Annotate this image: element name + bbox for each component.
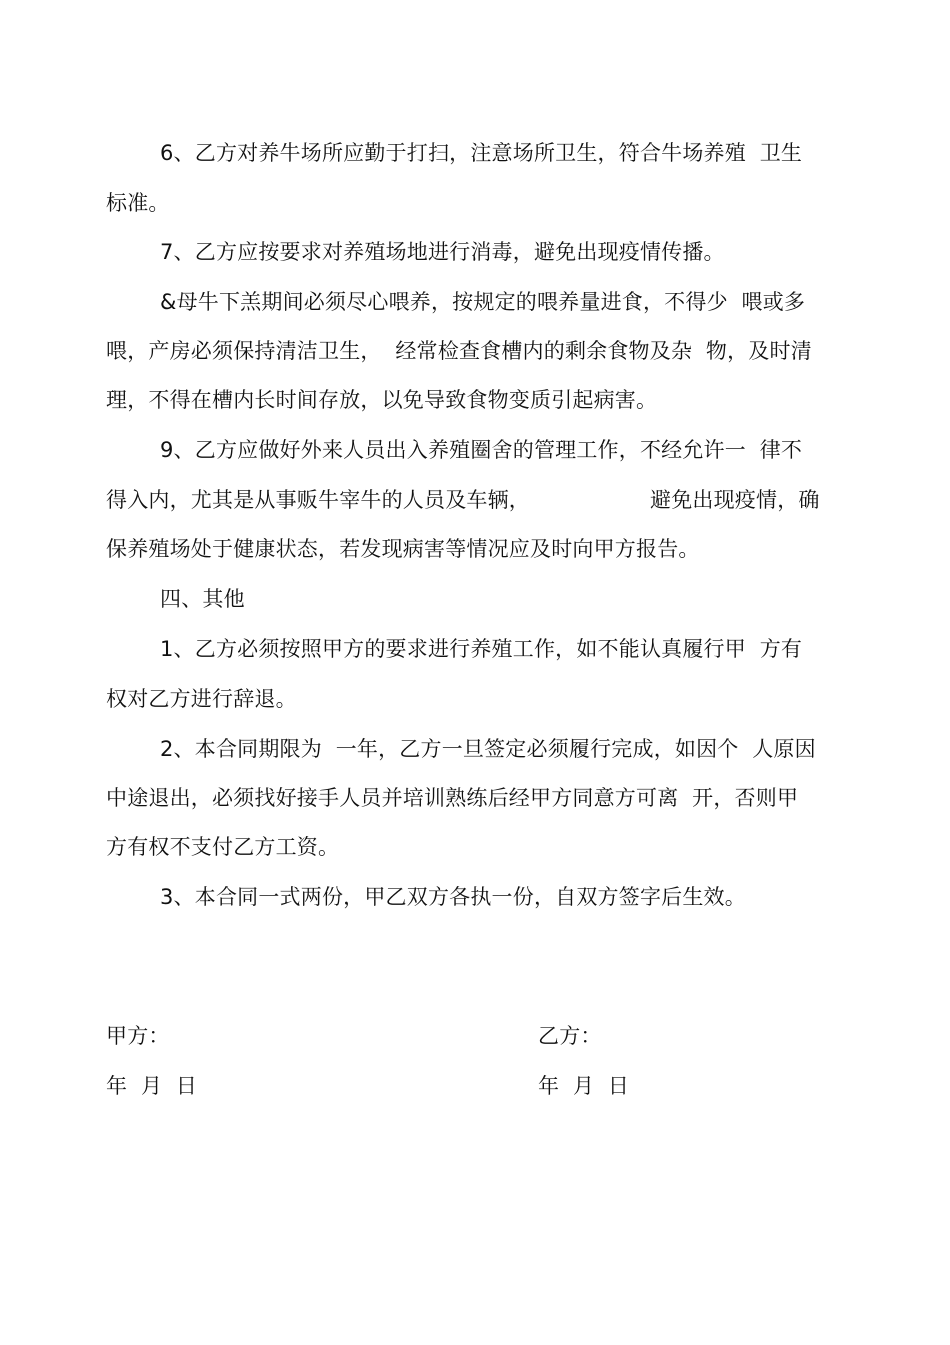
party-a-date: 年 月 日 <box>106 1074 198 1098</box>
text-line: 避免出现疫情，确 <box>650 488 820 512</box>
text-line: 1、乙方必须按照甲方的要求进行养殖工作，如不能认真履行甲 方有 <box>160 637 803 661</box>
party-a-label: 甲方： <box>106 1024 170 1048</box>
text-line: 权对乙方进行辞退。 <box>106 687 297 711</box>
text-line: 3、本合同一式两份，甲乙双方各执一份，自双方签字后生效。 <box>160 885 746 909</box>
text-line: 保养殖场处于健康状态，若发现病害等情况应及时向甲方报告。 <box>106 537 700 561</box>
text-line: 喂，产房必须保持清洁卫生， 经常检查食槽内的剩余食物及杂 物，及时清 <box>106 339 812 363</box>
party-b-label: 乙方： <box>538 1024 602 1048</box>
text-line: 标准。 <box>106 191 170 215</box>
text-line: 中途退出，必须找好接手人员并培训熟练后经甲方同意方可离 开，否则甲 <box>106 786 799 810</box>
text-line: 方有权不支付乙方工资。 <box>106 835 340 859</box>
section-heading: 四、其他 <box>160 587 245 611</box>
text-line: 6、乙方对养牛场所应勤于打扫，注意场所卫生，符合牛场养殖 卫生 <box>160 141 803 165</box>
party-b-date: 年 月 日 <box>538 1074 630 1098</box>
text-line: 理，不得在槽内长时间存放，以免导致食物变质引起病害。 <box>106 388 658 412</box>
text-line: 7、乙方应按要求对养殖场地进行消毒，避免出现疫情传播。 <box>160 240 725 264</box>
text-line: &母牛下羔期间必须尽心喂养，按规定的喂养量进食，不得少 喂或多 <box>160 290 806 314</box>
text-line: 2、本合同期限为 一年，乙方一旦签定必须履行完成，如因个 人原因 <box>160 737 816 761</box>
text-line: 得入内，尤其是从事贩牛宰牛的人员及车辆， <box>106 488 530 512</box>
text-line: 9、乙方应做好外来人员出入养殖圈舍的管理工作，不经允许一 律不 <box>160 438 803 462</box>
